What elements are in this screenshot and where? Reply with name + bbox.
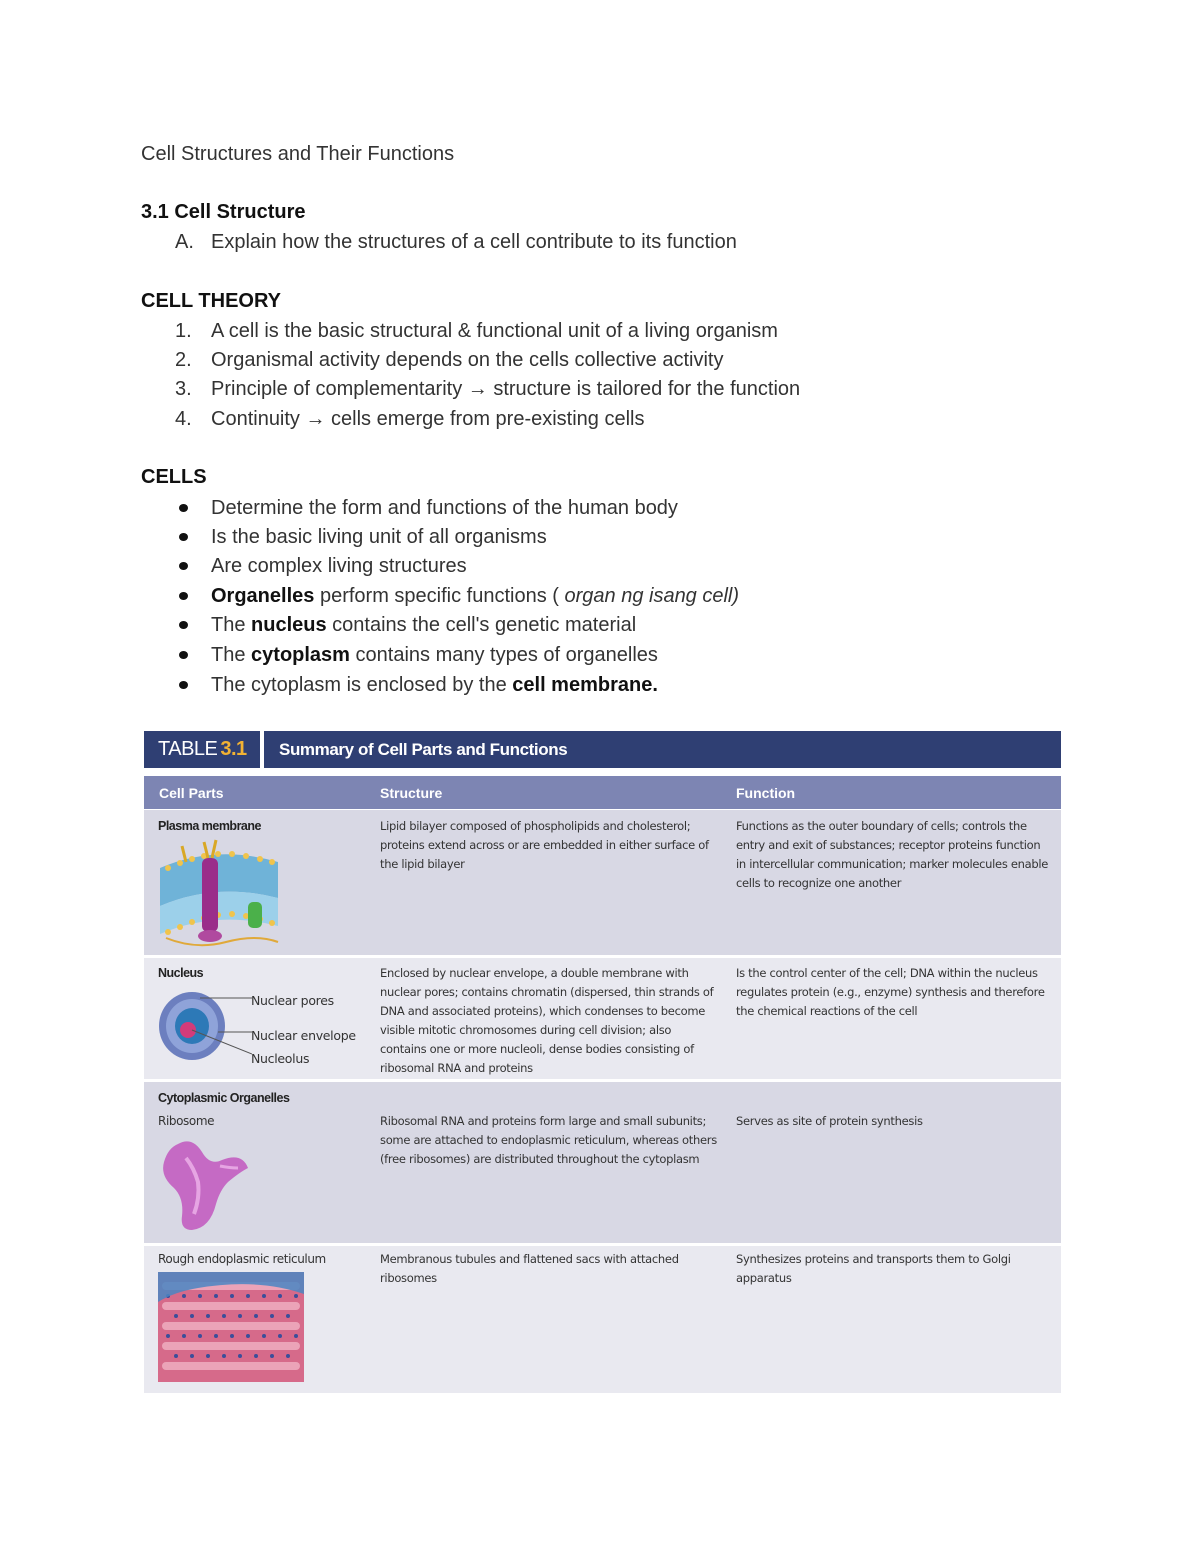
list-item-text: Organismal activity depends on the cells collective activity (211, 349, 724, 371)
list-marker: A. (175, 231, 194, 253)
bullet-text: Determine the form and functions of the human body (211, 497, 678, 519)
bullet-text (211, 672, 658, 698)
table-row-ribosome (144, 1082, 1061, 1243)
plain-text: perform specific functions ( (314, 585, 565, 607)
list-item-text: Principle of complementarity → structure is tailored for the function (211, 378, 801, 400)
bullet-text: Is the basic living unit of all organisms (211, 526, 547, 548)
function-text: Serves as site of protein synthesis (736, 1114, 923, 1128)
table-figure (144, 731, 1061, 1393)
bullet-icon (179, 621, 188, 629)
list-marker: 2. (175, 349, 192, 371)
bold-term: Organelles (211, 585, 315, 607)
structure-text: Lipid bilayer composed of phospholipids and cholesterol; proteins extend across or are embedded in either surface of the lipid bilayer (380, 819, 709, 871)
table-row-nucleus (144, 958, 1061, 1079)
plain-text: The (211, 644, 252, 666)
table-row-rough-er (144, 1246, 1061, 1393)
cell-part-name: Ribosome (158, 1114, 215, 1128)
bullet-icon (179, 651, 188, 659)
table-tag-number: 3.1 (220, 738, 247, 760)
label-nuclear-envelope: Nuclear envelope (251, 1028, 356, 1043)
bullet-icon (179, 504, 188, 512)
column-header-function: Function (736, 785, 796, 801)
structure-text: Enclosed by nuclear envelope, a double membrane with nuclear pores; contains chromatin (dispersed, thin strands of DNA and associated proteins), which condenses to become visible mitotic chromosomes during cell division; also contains one or more nucleoli, dense bodies consisting of ribosomal RNA and proteins (380, 966, 714, 1075)
function-text: Synthesizes proteins and transports them to Golgi apparatus (736, 1252, 1011, 1285)
table-caption: Summary of Cell Parts and Functions (264, 731, 1061, 768)
cell-part-name: Rough endoplasmic reticulum (158, 1252, 326, 1266)
plain-text: contains many types of organelles (349, 644, 658, 666)
section-heading: 3.1 Cell Structure (141, 201, 306, 223)
cells-heading: CELLS (141, 466, 207, 488)
structure-text: Ribosomal RNA and proteins form large and small subunits; some are attached to endoplasmic reticulum, whereas others (free ribosomes) are distributed throughout the cytoplasm (380, 1114, 717, 1166)
cell-part-name: Nucleus (158, 966, 204, 980)
document-title: Cell Structures and Their Functions (141, 143, 455, 165)
nucleus-illustration (156, 986, 252, 1066)
bullet-text (211, 642, 658, 668)
table-header-bar (144, 731, 1061, 768)
bullet-text (211, 583, 739, 609)
table-column-headers (144, 776, 1061, 809)
plasma-membrane-illustration (156, 838, 282, 952)
list-marker: 4. (175, 408, 192, 430)
objective-text: Explain how the structures of a cell contribute to its function (211, 231, 737, 253)
bold-term: nucleus (251, 614, 327, 636)
bullet-icon (179, 681, 188, 689)
list-marker: 3. (175, 378, 192, 400)
function-text: Functions as the outer boundary of cells; controls the entry and exit of substances; receptor proteins function in intercellular communication; marker molecules enable cells to recognize one another (736, 819, 1049, 890)
label-nucleolus: Nucleolus (251, 1051, 310, 1066)
plain-text: The (211, 614, 252, 636)
table-row-plasma-membrane (144, 810, 1061, 955)
column-header-structure: Structure (380, 785, 443, 801)
plain-text: contains the cell's genetic material (326, 614, 637, 636)
structure-text: Membranous tubules and flattened sacs with attached ribosomes (380, 1252, 679, 1285)
cell-part-group: Cytoplasmic Organelles (158, 1091, 290, 1105)
ribosome-illustration (158, 1138, 250, 1234)
list-marker: 1. (175, 320, 192, 342)
rough-er-illustration (158, 1272, 304, 1382)
column-header-cell-parts: Cell Parts (159, 785, 224, 801)
bullet-text (211, 612, 636, 638)
cell-theory-heading: CELL THEORY (141, 290, 282, 312)
bullet-icon (179, 562, 188, 570)
label-nuclear-pores: Nuclear pores (251, 993, 334, 1008)
table-tag (144, 731, 260, 768)
bullet-icon (179, 533, 188, 541)
cell-part-name: Plasma membrane (158, 819, 261, 833)
list-item-text: Continuity → cells emerge from pre-existing cells (211, 408, 645, 430)
table-tag-word: TABLE (158, 738, 218, 760)
bullet-text: Are complex living structures (211, 555, 467, 577)
bold-term: cell membrane. (512, 674, 658, 696)
list-item-text: A cell is the basic structural & functional unit of a living organism (211, 320, 778, 342)
function-text: Is the control center of the cell; DNA within the nucleus regulates protein (e.g., enzyme) synthesis and therefore the chemical reactions of the cell (736, 966, 1045, 1018)
plain-text: The cytoplasm is enclosed by the (211, 674, 513, 696)
bullet-icon (179, 592, 188, 600)
bold-term: cytoplasm (251, 644, 350, 666)
italic-text: organ ng isang cell) (564, 585, 740, 607)
